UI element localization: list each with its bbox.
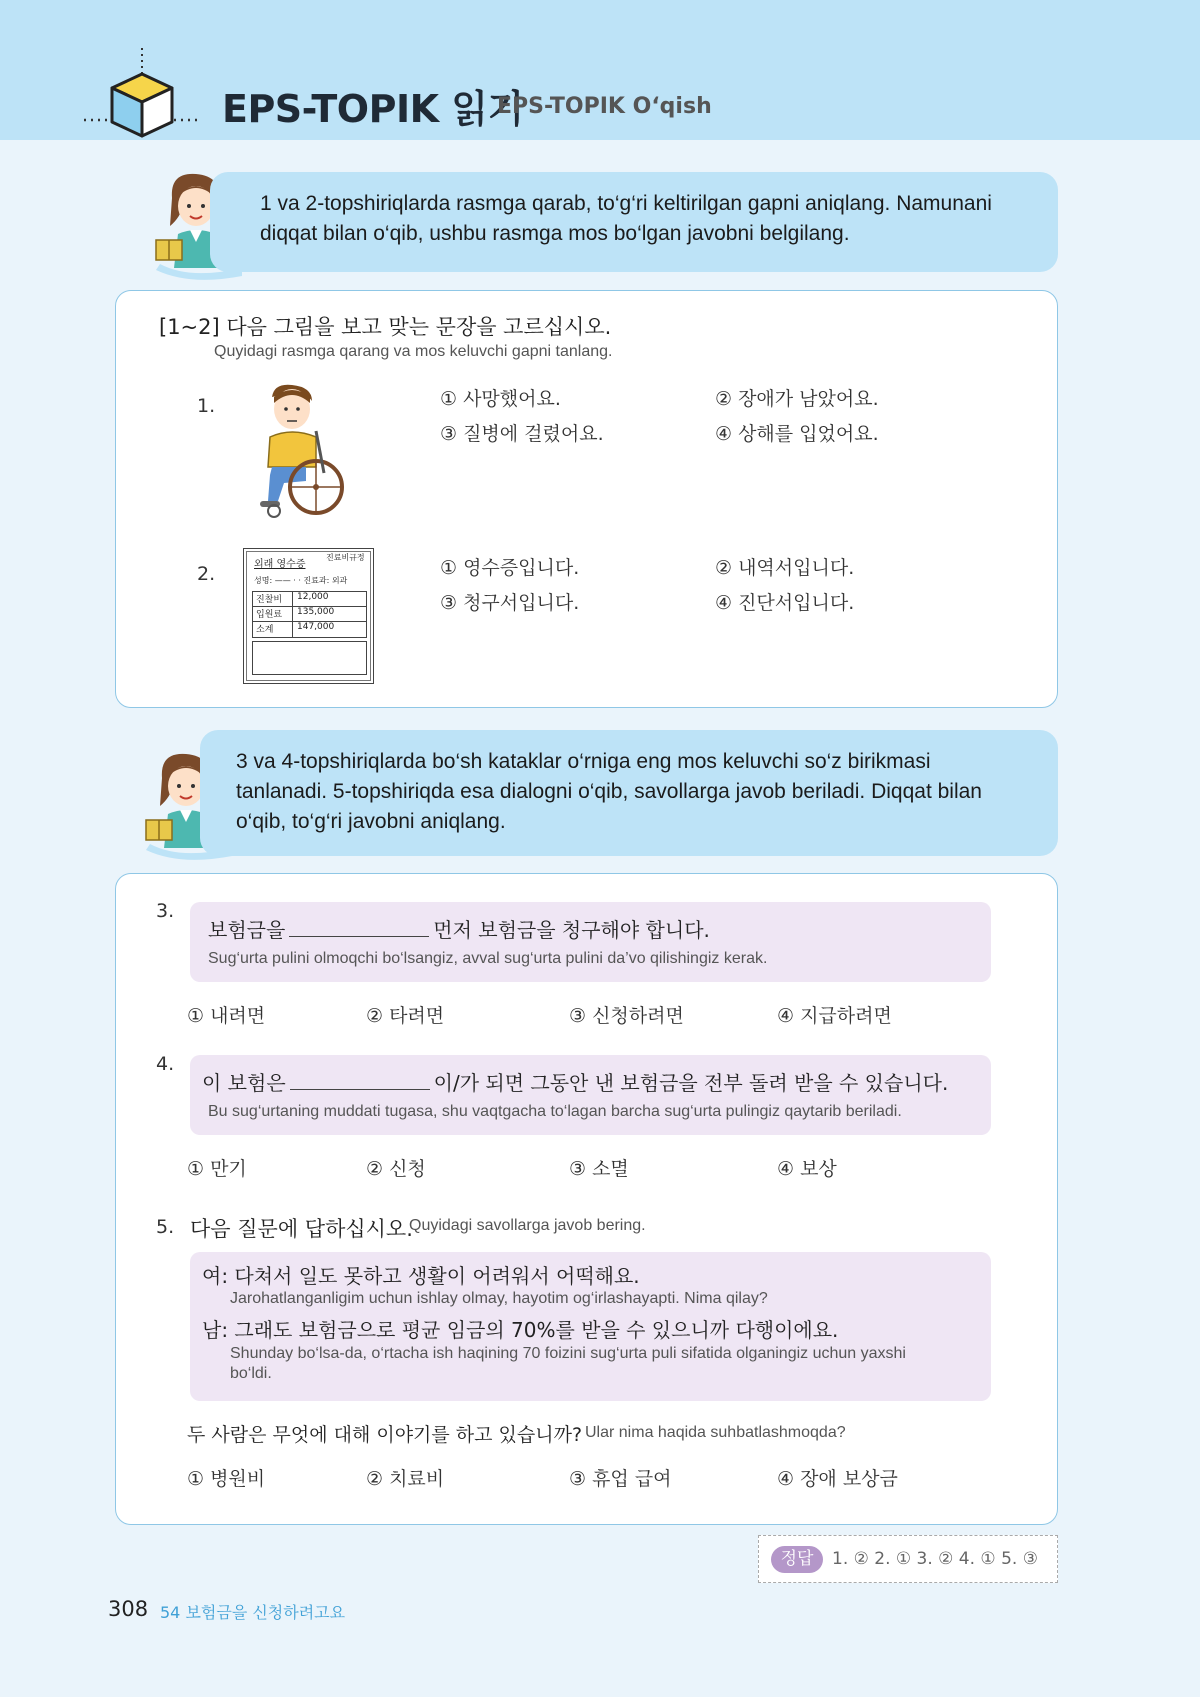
instruction-bubble-2 [200,730,1058,856]
dialog-woman-line: 여: 다쳐서 일도 못하고 생활이 어려워서 어떡해요. [202,1264,640,1288]
instruction-bubble-1 [210,172,1058,272]
question-2-option-4[interactable]: ④ 진단서입니다. [715,592,855,614]
lesson-title: 54 보험금을 신청하려고요 [160,1603,346,1622]
question-5-option-2[interactable]: ② 치료비 [366,1468,445,1490]
question-4-option-2[interactable]: ② 신청 [366,1158,426,1180]
question-3-sentence [208,914,710,943]
dialog-man-translation-line-2: bo‘ldi. [230,1365,272,1382]
question-3-number: 3. [156,900,175,922]
question-4-number: 4. [156,1053,175,1075]
question-5-option-4[interactable]: ④ 장애 보상금 [777,1468,898,1490]
dialog-box [190,1252,991,1401]
question-3-option-4[interactable]: ④ 지급하려면 [777,1005,892,1027]
question-5-prompt: 두 사람은 무엇에 대해 이야기를 하고 있습니까? [187,1424,583,1446]
cube-icon [84,48,204,140]
question-3-option-2[interactable]: ② 타려면 [366,1005,445,1027]
question-5-number: 5. [156,1216,175,1238]
receipt-title: 외래 영수증 [254,559,306,570]
question-3-option-3[interactable]: ③ 신청하려면 [569,1005,684,1027]
dialog-man-translation-line-1: Shunday bo‘lsa-da, o‘rtacha ish haqining 70 foizini sug‘urta puli sifatida olganingiz uchun yaxshi [230,1345,906,1362]
page-title: EPS-TOPIK 읽기 [222,87,524,131]
page-header [0,0,1200,140]
question-1-option-4[interactable]: ④ 상해를 입었어요. [715,423,879,445]
question-1-option-3[interactable]: ③ 질병에 걸렸어요. [440,423,604,445]
receipt-row-value: 147,000 [297,622,335,632]
question-4-option-1[interactable]: ① 만기 [187,1158,247,1180]
question-panel-1 [115,290,1058,708]
receipt-info-line: 성명: —— · · 진료과: 외과 [254,576,348,585]
page-number: 308 [108,1597,149,1621]
question-5-heading-uz: Quyidagi savollarga javob bering. [409,1217,646,1234]
question-panel-2 [115,873,1058,1525]
question-2-option-1[interactable]: ① 영수증입니다. [440,557,580,579]
question-4-option-3[interactable]: ③ 소멸 [569,1158,629,1180]
instruction-2-line-1: 3 va 4-topshiriqlarda bo‘sh kataklar o‘rniga eng mos keluvchi so‘z birikmasi [236,750,931,773]
answer-badge: 정답 [771,1546,823,1573]
question-2-option-3[interactable]: ③ 청구서입니다. [440,592,580,614]
page-subtitle: EPS-TOPIK O‘qish [497,94,712,119]
dialog-man-line: 남: 그래도 보험금으로 평균 임금의 70%를 받을 수 있으니까 다행이에요. [202,1318,839,1342]
instruction-1-line-2: diqqat bilan o‘qib, ushbu rasmga mos bo‘lgan javobni belgilang. [260,222,850,245]
instruction-1-line-1: 1 va 2-topshiriqlarda rasmga qarab, to‘g‘ri keltirilgan gapni aniqlang. Namunani [260,192,992,215]
answer-list: 1. ② 2. ① 3. ② 4. ① 5. ③ [832,1549,1038,1569]
section-1-heading: [1~2] 다음 그림을 보고 맞는 문장을 고르십시오. [159,315,612,339]
question-2-number: 2. [197,563,216,585]
question-3-after-blank: 먼저 보험금을 청구해야 합니다. [433,918,710,942]
receipt-row-label: 진찰비 [253,592,293,606]
receipt-blank-area [252,641,367,675]
question-5-option-1[interactable]: ① 병원비 [187,1468,266,1490]
receipt-table [252,591,367,638]
question-3-sentence-box [190,902,991,982]
question-5-prompt-uz: Ular nima haqida suhbatlashmoqda? [585,1424,846,1441]
receipt-row-value: 12,000 [297,592,329,602]
answer-key [758,1535,1058,1583]
question-4-after-blank: 이/가 되면 그동안 낸 보험금을 전부 돌려 받을 수 있습니다. [433,1071,949,1095]
question-4-blank[interactable] [290,1072,430,1090]
question-1-option-2[interactable]: ② 장애가 남았어요. [715,388,879,410]
receipt-row-value: 135,000 [297,607,335,617]
question-4-before-blank: 이 보험은 [202,1071,286,1095]
question-2-option-2[interactable]: ② 내역서입니다. [715,557,855,579]
receipt-illustration [243,548,374,684]
question-5-heading: 다음 질문에 답하십시오. [190,1217,413,1241]
question-1-option-1[interactable]: ① 사망했어요. [440,388,561,410]
question-3-translation: Sug‘urta pulini olmoqchi bo‘lsangiz, avval sug‘urta pulini da’vo qilishingiz kerak. [208,950,768,967]
question-3-blank[interactable] [289,919,429,937]
receipt-row-label: 입원료 [253,607,293,621]
question-4-sentence [202,1067,948,1096]
question-4-translation: Bu sug‘urtaning muddati tugasa, shu vaqtgacha to‘lagan barcha sug‘urta pulingiz qaytarib beriladi. [208,1103,902,1120]
question-3-before-blank: 보험금을 [208,918,286,942]
wheelchair-man-illustration [254,383,346,519]
question-1-number: 1. [197,395,216,417]
receipt-row-label: 소계 [253,622,293,637]
dialog-woman-translation: Jarohatlanganligim uchun ishlay olmay, hayotim og‘irlashayapti. Nima qilay? [230,1290,768,1307]
section-1-heading-uz: Quyidagi rasmga qarang va mos keluvchi gapni tanlang. [214,343,613,360]
question-4-option-4[interactable]: ④ 보상 [777,1158,837,1180]
instruction-2-line-2: tanlanadi. 5-topshiriqda esa dialogni o‘qib, savollarga javob beriladi. Diqqat bilan [236,780,982,803]
receipt-stamp: 진료비규정 [326,553,365,562]
instruction-2-line-3: o‘qib, to‘g‘ri javobni aniqlang. [236,810,506,833]
question-5-option-3[interactable]: ③ 휴업 급여 [569,1468,672,1490]
question-3-option-1[interactable]: ① 내려면 [187,1005,266,1027]
question-4-sentence-box [190,1055,991,1135]
